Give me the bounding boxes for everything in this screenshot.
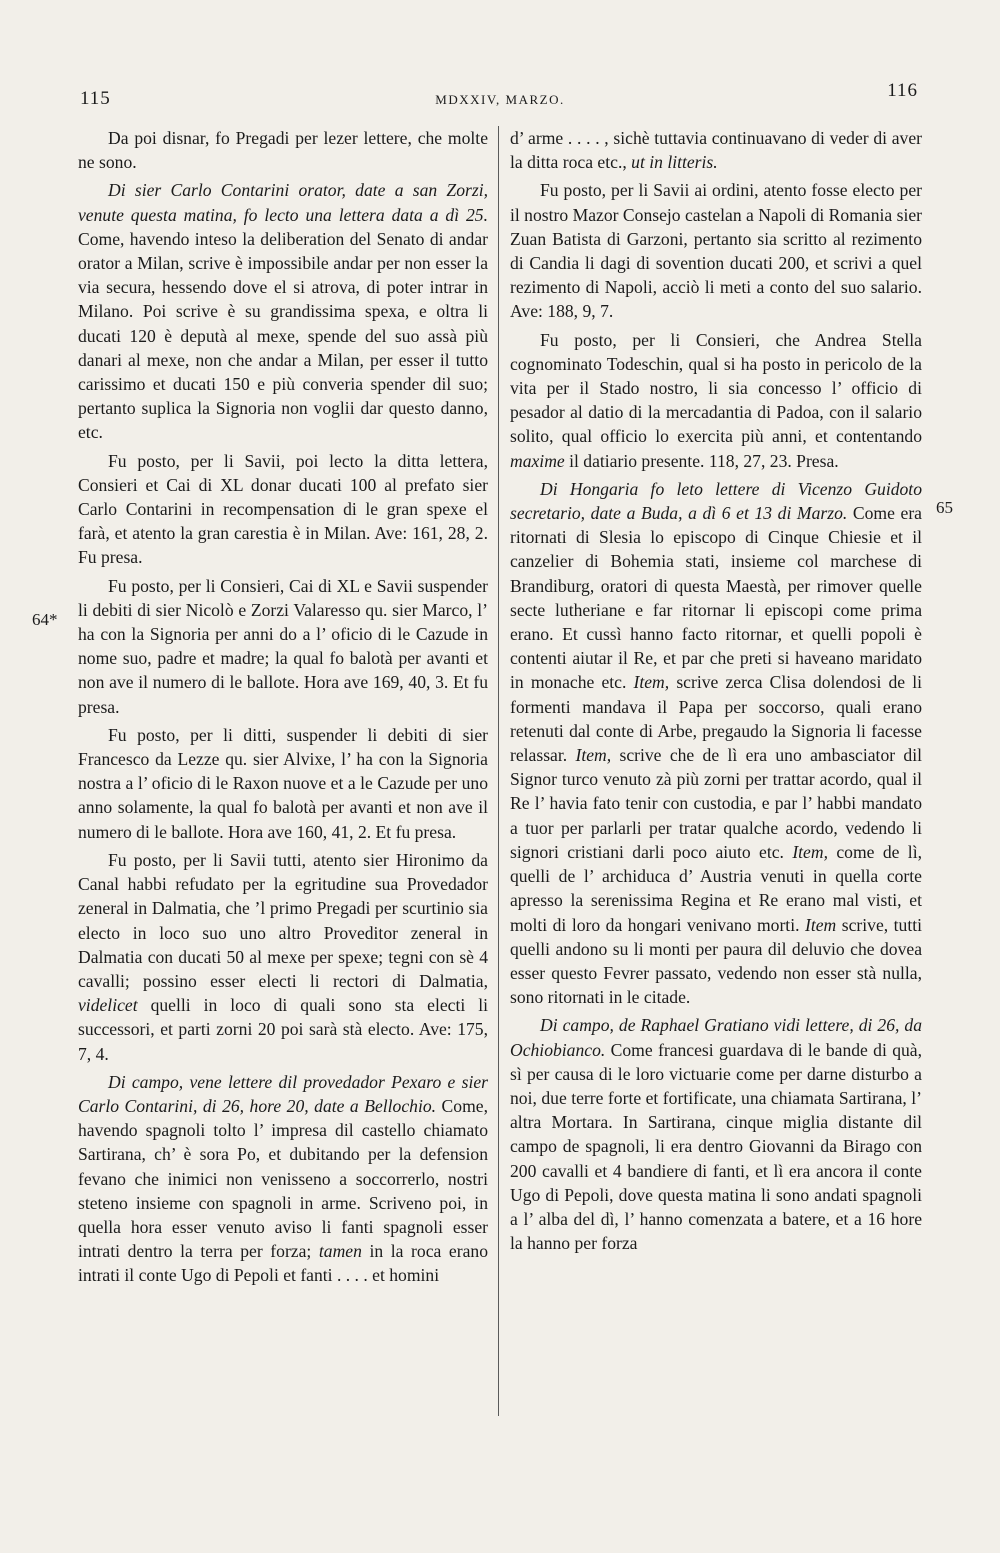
- paragraph: [78, 126, 488, 174]
- paragraph-text: come de lì, quelli de l’ archiduca d’ Austria venuti in quella corte apresso la serenissima Regina et Re erano mal visti, et molti di loro da hongari venivano morti.: [510, 841, 922, 935]
- running-head: MDXXIV, MARZO.: [435, 92, 565, 107]
- paragraph-text: Fu posto, per li Savii tutti, atento sier Hironimo da Canal habbi refudato per la egritudine sua Provedador zeneral in Dalmatia, che ’l primo Pregadi per scurtinio sia electo in loco suo uno altro Proveditor zeneral in Dalmatia con ducati 50 al mexe per spexe; tegni con sè 4 cavalli; possino esser electi li rectori di Dalmatia,: [78, 849, 488, 991]
- paragraph-text: Fu posto, per li Savii, poi lecto la ditta lettera, Consieri et Cai di XL donar ducati 100 al prefato sier Carlo Contarini in recompensation di le gran spexe el farà, et atento la gran carestia è in Milan. Ave: 161, 28, 2. Fu presa.: [78, 450, 488, 568]
- paragraph-text: il datiario presente. 118, 27, 23. Presa.: [569, 450, 839, 471]
- right-page-number: 116: [887, 80, 918, 101]
- right-column: [510, 126, 922, 1255]
- paragraph-text: Da poi disnar, fo Pregadi per lezer lettere, che molte ne sono.: [78, 128, 488, 173]
- paragraph: [510, 178, 922, 323]
- paragraph-text: Fu posto, per li Consieri, che Andrea Stella cognominato Todeschin, qual si ha posto in pericolo de la vita per il Stado nostro, li sia concesso l’ officio di pesador al datio di la mercadantia di Padoa, con il salario solito, qual officio lo exercita più anni, et contentando: [510, 329, 922, 447]
- paragraph-text: scrive, tutti quelli andono su li monti per paura dil deluvio che dovea esser questo Fevrer passato, vedendo non esser stà nulla, sono ritornati in le citade.: [510, 914, 922, 1008]
- paragraph-text: Fu posto, per li ditti, suspender li debiti di sier Francesco da Lezze qu. sier Alvixe, l’ ha con la Signoria nostra a l’ oficio di le Raxon nuove et a le Cazude per uno anno solamente, la qual fo balotà per avanti et non ave il numero di le ballote. Hora ave 160, 41, 2. Et fu presa.: [78, 724, 488, 842]
- paragraph-text: in la roca erano intrati il conte Ugo di Pepoli et fanti . . . . et homini: [78, 1241, 488, 1286]
- margin-note-left: 64*: [32, 610, 58, 629]
- paragraph: [510, 477, 922, 1009]
- italic-term: Item,: [575, 745, 612, 766]
- paragraph-text: Fu posto, per li Consieri, Cai di XL e Savii suspender li debiti di sier Nicolò e Zorzi Valaresso qu. sier Marco, l’ ha con la Signoria per anni do a l’ oficio di le Cazude in nome suo, padre et madre; la qual fo balotà per avanti et non ave il numero di le ballote. Hora ave 169, 40, 3. Et fu presa.: [78, 575, 488, 717]
- italic-term: Item: [804, 914, 837, 935]
- paragraph: [510, 1013, 922, 1255]
- paragraph-text: Come era ritornati di Slesia lo episcopo di Cinque Chiesie et il canzelier di Bohemia stati, insieme col marchese di Brandiburg, oratori di questa Maestà, per rimover quelle secte lutheriane e far ritornar li episcopi come prima erano. Et cussì hanno facto ritornar, et quelli popoli è contenti aiutar il Re, et par che preti si haveano maridato in monache etc.: [510, 503, 922, 693]
- italic-heading: Di campo, de Raphael Gratiano vidi lettere, di 26, da Ochiobianco.: [510, 1015, 922, 1060]
- paragraph-text: Come, havendo inteso la deliberation del Senato di andar orator a Milan, scrive è impossibile andar per non esser la via secura, hessendo dove el si atrova, di poter intrar in Milano. Poi scrive è su grandissima spexa, e oltra li ducati 120 è deputà al mexe, spende del suo assà più danari al mexe, non che andar a Milan, per esser il tutto carissimo et ducati 150 e più converia spender dil suo; pertanto suplica la Signoria non voglii dar questo danno, etc.: [78, 228, 488, 443]
- paragraph: [78, 449, 488, 570]
- paragraph: [78, 178, 488, 444]
- paragraph: [78, 723, 488, 844]
- paragraph-text: d’ arme . . . . , sichè tuttavia continuavano di veder di aver la ditta roca etc.,: [510, 128, 922, 173]
- page-header: [0, 80, 1000, 120]
- paragraph: [78, 848, 488, 1066]
- paragraph-text: scrive zerca Clisa dolendosi de li formenti mandava il Papa per soccorso, quali erano retenuti dal conte di Arbe, pregaudo la Signoria li facesse relassar.: [510, 672, 923, 766]
- paragraph-text: scrive che de lì era uno ambasciator dil Signor turco venuto zà più zorni per trattar acordo, qual il Re l’ havia fato tenir con custodia, e par l’ habbi mandato a tuor per parlarli per tratar qualche acordo, vedendo li signori cristiani darli poco aiuto etc.: [510, 745, 922, 862]
- margin-note-right: 65: [936, 498, 953, 517]
- italic-term: Item,: [792, 841, 828, 862]
- left-column: [78, 126, 488, 1288]
- italic-heading: Di sier Carlo Contarini orator, date a san Zorzi, venute questa matina, fo lecto una lettera data a dì 25.: [78, 180, 488, 225]
- italic-term: Item,: [633, 672, 670, 693]
- paragraph-text: Come, havendo spagnoli tolto l’ impresa dil castello chiamato Sartirana, ch’ è sora Po, et dubitando per la defension fevano che inimici non venisseno a soccorrerlo, nostri steteno insieme con spagnoli in arme. Scriveno poi, in quella hora esser venuto aviso li fanti spagnoli esser intrati dentro la terra per forza;: [78, 1095, 488, 1262]
- left-page-number: 115: [80, 88, 111, 109]
- paragraph: [510, 328, 922, 473]
- italic-term: tamen: [318, 1241, 362, 1262]
- italic-term: videlicet: [78, 995, 138, 1016]
- column-divider: [498, 126, 499, 1416]
- paragraph-text: quelli in loco di quali sono sta electi li successori, et parti zorni 20 poi sarà stà electo. Ave: 175, 7, 4.: [78, 995, 488, 1064]
- paragraph: [510, 126, 922, 174]
- italic-heading: Di Hongaria fo leto lettere di Vicenzo Guidoto secretario, date a Buda, a dì 6 et 13 di Marzo.: [510, 478, 922, 524]
- italic-heading: Di campo, vene lettere dil provedador Pexaro e sier Carlo Contarini, di 26, hore 20, date a Bellochio.: [78, 1071, 488, 1116]
- italic-term: ut in litteris.: [631, 152, 718, 173]
- paragraph-text: Come francesi guardava di le bande di quà, sì per causa di le loro victuarie come per darne disturbo a noi, due terre forte et fortificate, una chiamata Sartirana, l’ altra Mortara. In Sartirana, cinque miglia distante dil campo de spagnoli, li era dentro Giovanni da Birago con 200 cavalli et 4 bandiere di fanti, et lì era ancora il conte Ugo di Pepoli, dove questa matina li sono andati spagnoli a l’ alba del dì, l’ hanno comenzata a batere, et a 16 hore la hanno per forza: [510, 1039, 923, 1254]
- italic-term: maxime: [510, 450, 565, 471]
- paragraph-text: Fu posto, per li Savii ai ordini, atento fosse electo per il nostro Mazor Consejo castelan a Napoli di Romania sier Zuan Batista di Garzoni, pertanto sia scritto al rezimento di Candia li dagi di sovention ducati 200, et scrivi a quel rezimento di Napoli, acciò li meti a conto del suo salario. Ave: 188, 9, 7.: [510, 180, 922, 322]
- paragraph: [78, 574, 488, 719]
- paragraph: [78, 1070, 488, 1288]
